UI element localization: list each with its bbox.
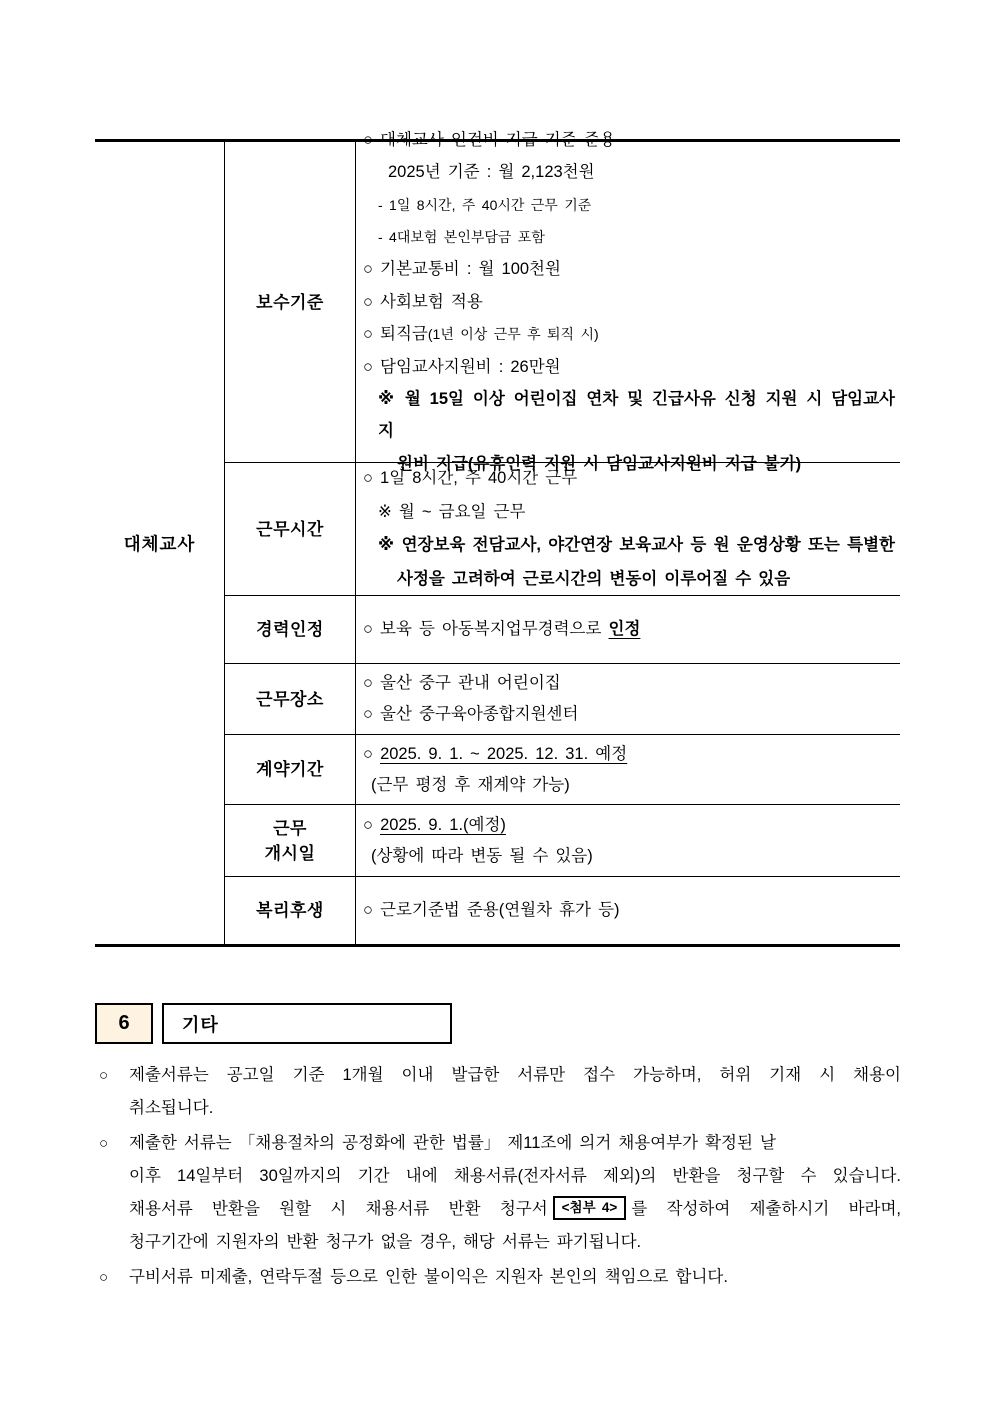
- text-segment: 제출서류는 공고일 기준 1개월 이내 발급한 서류만 접수 가능하며, 허위 기재 시 채용이: [129, 1066, 901, 1084]
- text-segment: 구비서류 미제출, 연락두절 등으로 인한 불이익은 지원자 본인의 책임으로 합니다.: [129, 1268, 728, 1286]
- row-content: [356, 130, 900, 473]
- row-label: [225, 463, 356, 595]
- content-line: [356, 810, 898, 841]
- note-item: [95, 1127, 901, 1259]
- table-row: [225, 595, 900, 663]
- row-label-line: 계약기간: [256, 760, 324, 779]
- note-line: [129, 1193, 901, 1226]
- text-segment: ○ 대체교사 인건비 지급 기준 준용: [363, 130, 616, 149]
- note-item: [95, 1059, 901, 1125]
- note-line: [129, 1059, 901, 1092]
- content-line: [356, 496, 898, 530]
- content-line: [356, 529, 898, 563]
- row-label: [225, 877, 356, 944]
- section-title: 기타: [182, 1014, 219, 1035]
- row-label-line: 근무시간: [256, 519, 324, 539]
- text-segment: ○ 근로기준법 준용(연월차 휴가 등): [363, 901, 620, 919]
- text-segment: 원비 지급(유휴인력 지원 시 담임교사지원비 지급 불가): [397, 454, 802, 473]
- table-row: [225, 734, 900, 804]
- row-content: [356, 735, 900, 804]
- content-line: [356, 699, 898, 730]
- row-label-line: 경력인정: [256, 620, 324, 639]
- section-title-box: [162, 1003, 452, 1044]
- content-line: [356, 221, 898, 253]
- notes-list: [95, 1059, 901, 1296]
- table-row: [225, 804, 900, 876]
- content-line: [356, 189, 898, 221]
- text-segment: ※ 월 15일 이상 어린이집 연차 및 긴급사유 신청 지원 시 담임교사 지: [378, 390, 895, 441]
- content-line: [356, 770, 898, 801]
- content-line: [356, 668, 898, 699]
- table-row: [225, 876, 900, 944]
- text-segment: 2025년 기준 : 월 2,123천원: [388, 163, 595, 182]
- text-segment: 취소됩니다.: [129, 1099, 214, 1117]
- row-content: [356, 463, 900, 595]
- content-line: [356, 739, 898, 770]
- text-segment: 이후 14일부터 30일까지의 기간 내에 채용서류(전자서류 제외)의 반환을 청구할 수 있습니다.: [129, 1167, 901, 1185]
- text-segment: - 4대보험 본인부담금 포함: [378, 228, 545, 245]
- note-bullet: ○: [99, 1067, 109, 1084]
- row-label: [225, 664, 356, 734]
- note-line: [129, 1092, 901, 1125]
- note-line: [129, 1160, 901, 1193]
- row-label-line: 복리후생: [256, 901, 324, 920]
- text-segment: 2025. 9. 1. ~ 2025. 12. 31. 예정: [380, 744, 628, 763]
- recruitment-conditions-table: [95, 130, 900, 947]
- table-row: [225, 130, 900, 473]
- section-header: [95, 1003, 452, 1044]
- note-line: [129, 1261, 901, 1294]
- text-segment: 인정: [608, 620, 641, 638]
- note-line: [129, 1127, 901, 1160]
- job-group-label: 대체교사: [123, 533, 196, 554]
- note-item: [95, 1261, 901, 1294]
- note-bullet: ○: [99, 1135, 109, 1152]
- text-segment: ※ 월 ~ 금요일 근무: [378, 502, 526, 521]
- row-label: [225, 805, 356, 876]
- text-segment: ○ 1일 8시간, 주 40시간 근무: [363, 469, 578, 487]
- text-segment: 제출한 서류는 「채용절차의 공정화에 관한 법률」 제11조에 의거 채용여부가 확정된 날: [129, 1134, 776, 1152]
- text-segment: 2025. 9. 1.(예정): [380, 815, 506, 834]
- row-content: [356, 664, 900, 734]
- section-number-box: [95, 1003, 153, 1044]
- section-number: 6: [118, 1012, 130, 1034]
- row-label-line: 개시일: [264, 843, 316, 863]
- text-segment: (근무 평정 후 재계약 가능): [371, 775, 570, 794]
- content-line: [356, 563, 898, 597]
- content-line: [356, 286, 898, 318]
- text-segment: ○ 울산 중구 관내 어린이집: [363, 674, 561, 692]
- job-group-cell: [95, 142, 225, 944]
- text-segment: ○ 퇴직금: [363, 325, 428, 344]
- text-segment: ※ 연장보육 전담교사, 야간연장 보육교사 등 원 운영상황 또는 특별한: [378, 536, 895, 554]
- text-segment: 사정을 고려하여 근로시간의 변동이 이루어질 수 있음: [397, 569, 791, 588]
- row-content: [356, 877, 900, 944]
- content-line: [356, 462, 898, 496]
- table-row: [225, 462, 900, 595]
- content-line: [356, 895, 898, 926]
- row-label: [225, 142, 356, 462]
- row-label-line: 근무장소: [256, 689, 324, 709]
- text-segment: (1년 이상 근무 후 퇴직 시): [427, 326, 599, 343]
- text-segment: ○ 담임교사지원비 : 26만원: [363, 357, 561, 376]
- content-line: [356, 614, 898, 645]
- content-line: [356, 841, 898, 872]
- note-line: [129, 1226, 901, 1259]
- text-segment: ○ 사회보험 적용: [363, 292, 483, 311]
- row-label: [225, 735, 356, 804]
- row-label-line: 근무: [273, 818, 307, 838]
- text-segment: 를 작성하여 제출하시기 바라며,: [631, 1200, 901, 1218]
- text-segment: (상황에 따라 변동 될 수 있음): [371, 846, 593, 865]
- text-segment: ○: [363, 744, 381, 763]
- content-line: [356, 351, 898, 383]
- text-segment: ○ 기본교통비 : 월 100천원: [363, 260, 561, 279]
- content-line: [356, 156, 898, 188]
- note-bullet: ○: [99, 1269, 109, 1286]
- text-segment: 채용서류 반환을 원할 시 채용서류 반환 청구서: [129, 1200, 548, 1218]
- text-segment: ○: [363, 815, 381, 834]
- content-line: [356, 124, 898, 156]
- row-content: [356, 596, 900, 663]
- text-segment: - 1일 8시간, 주 40시간 근무 기준: [378, 196, 592, 213]
- text-segment: ○ 울산 중구육아종합지원센터: [363, 705, 579, 723]
- text-segment: ○ 보육 등 아동복지업무경력으로: [363, 620, 609, 638]
- table-row: [225, 663, 900, 734]
- content-line: [356, 318, 898, 350]
- row-label: [225, 596, 356, 663]
- content-line: [356, 383, 898, 448]
- content-line: [356, 253, 898, 285]
- table-rows: [225, 130, 900, 944]
- attachment-4-box: <첨부 4>: [553, 1196, 627, 1220]
- row-label-line: 보수기준: [256, 292, 324, 312]
- row-content: [356, 805, 900, 876]
- text-segment: 청구기간에 지원자의 반환 청구가 없을 경우, 해당 서류는 파기됩니다.: [129, 1233, 642, 1251]
